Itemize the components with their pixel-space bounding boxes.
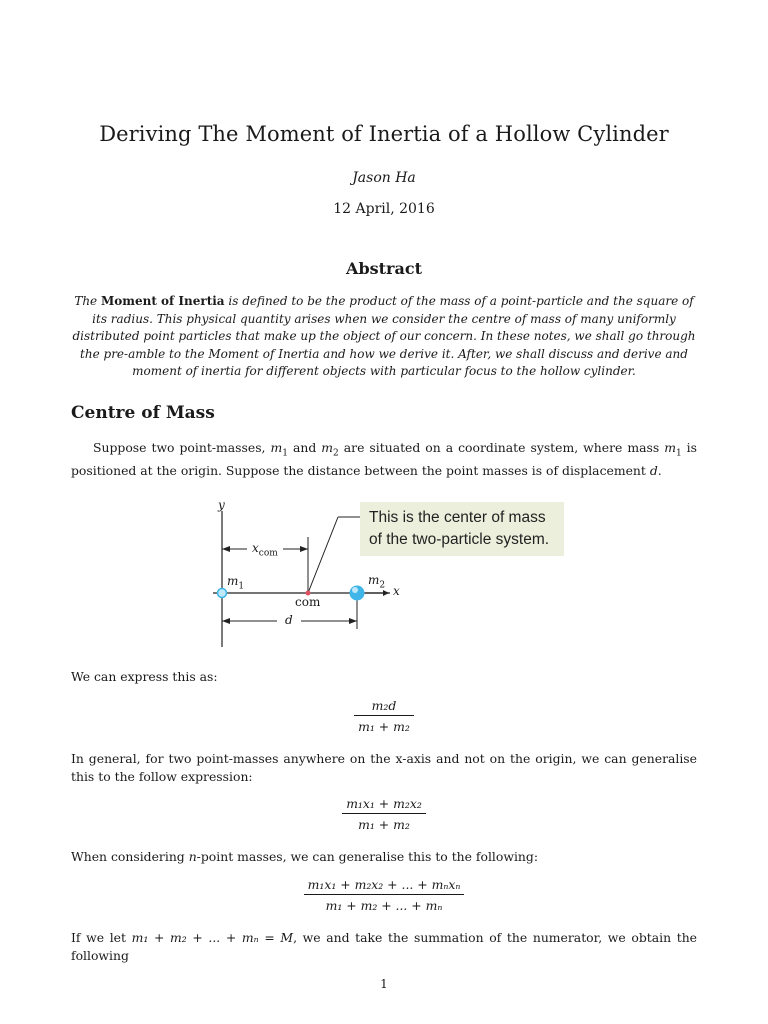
abstract-lead: The (74, 294, 98, 308)
abstract-heading: Abstract (346, 259, 422, 278)
paragraph-intro: Suppose two point-masses, $m_1$ and $m_2$ are situated on a coordinate system, where mass $m_1$ is positioned at the origin. Suppose the distance between the point masses is of displacement d. (71, 440, 697, 479)
paragraph-summation (71, 929, 697, 965)
author-name: Jason Ha (352, 170, 416, 186)
para4-text-b: -point masses, we can generalise this to the following: (196, 849, 539, 864)
para5-text-a: If we let (71, 930, 126, 945)
callout-line-2: of the two-particle system. (369, 531, 550, 548)
callout-pointer (308, 517, 338, 593)
d-label: d (285, 613, 293, 627)
para4-text-a: When considering (71, 849, 185, 864)
center-of-mass-figure (205, 497, 575, 649)
m2-label: $m_2$ (368, 573, 386, 591)
para1-text-c: are situated on a coordinate system, where mass (343, 440, 660, 455)
abstract-body: is defined to be the product of the mass of a point-particle and the square of its radius. This physical quantity arises when we consider the centre of mass of many uniformly distributed point particles that make up the object of our concern. In these notes, we shall go through the pre-amble to the Moment of Inertia and how we derive it. After, we shall discuss and derive and moment of inertia for different objects with particular focus to the hollow cylinder. (72, 294, 696, 379)
com-label: com (295, 595, 321, 609)
paragraph-express: We can express this as: (71, 669, 218, 684)
callout-box (360, 502, 564, 556)
para1-text-e: . (657, 463, 662, 479)
section-heading: Centre of Mass (71, 403, 215, 423)
particle-m1 (218, 589, 227, 598)
equation-2 (0, 796, 768, 832)
equation-3 (0, 877, 768, 913)
paragraph-n-masses (71, 848, 697, 866)
particle-m2 (350, 586, 365, 601)
eq3-denominator: m₁ + m₂ + ... + mₙ (325, 898, 443, 913)
para1-text-b: and (292, 440, 317, 455)
xcom-label: $x_{com}$ (252, 541, 278, 559)
m1-label: $m_1$ (227, 574, 245, 592)
para4-n: n (188, 849, 197, 864)
eq1-denominator: m₁ + m₂ (358, 719, 410, 734)
abstract-text (70, 293, 698, 381)
para5-expression: m₁ + m₂ + ... + mₙ = M (131, 930, 294, 945)
para5-text-b: , we and take the summation of the numerator, we obtain the following (71, 930, 698, 963)
eq3-numerator: m₁x₁ + m₂x₂ + ... + mₙxₙ (304, 877, 465, 895)
eq1-numerator: m₂d (354, 698, 414, 716)
equation-1 (0, 698, 768, 734)
x-axis-label: x (393, 584, 400, 598)
para1-text-a: Suppose two point-masses, (93, 440, 266, 455)
para1-text-d: is positioned at the origin. Suppose the distance between the point masses is of displacement (71, 440, 697, 479)
paper-title: Deriving The Moment of Inertia of a Hollow Cylinder (99, 122, 669, 146)
paper-date: 12 April, 2016 (333, 201, 435, 217)
abstract-term: Moment of Inertia (100, 294, 225, 308)
y-axis-label: y (218, 498, 225, 512)
eq2-numerator: m₁x₁ + m₂x₂ (342, 796, 426, 814)
page-number: 1 (380, 977, 388, 991)
eq2-denominator: m₁ + m₂ (358, 817, 410, 832)
callout-line-1: This is the center of mass (369, 509, 546, 526)
paragraph-general: In general, for two point-masses anywhere on the x-axis and not on the origin, we can generalise this to the follow expression: (71, 751, 697, 784)
